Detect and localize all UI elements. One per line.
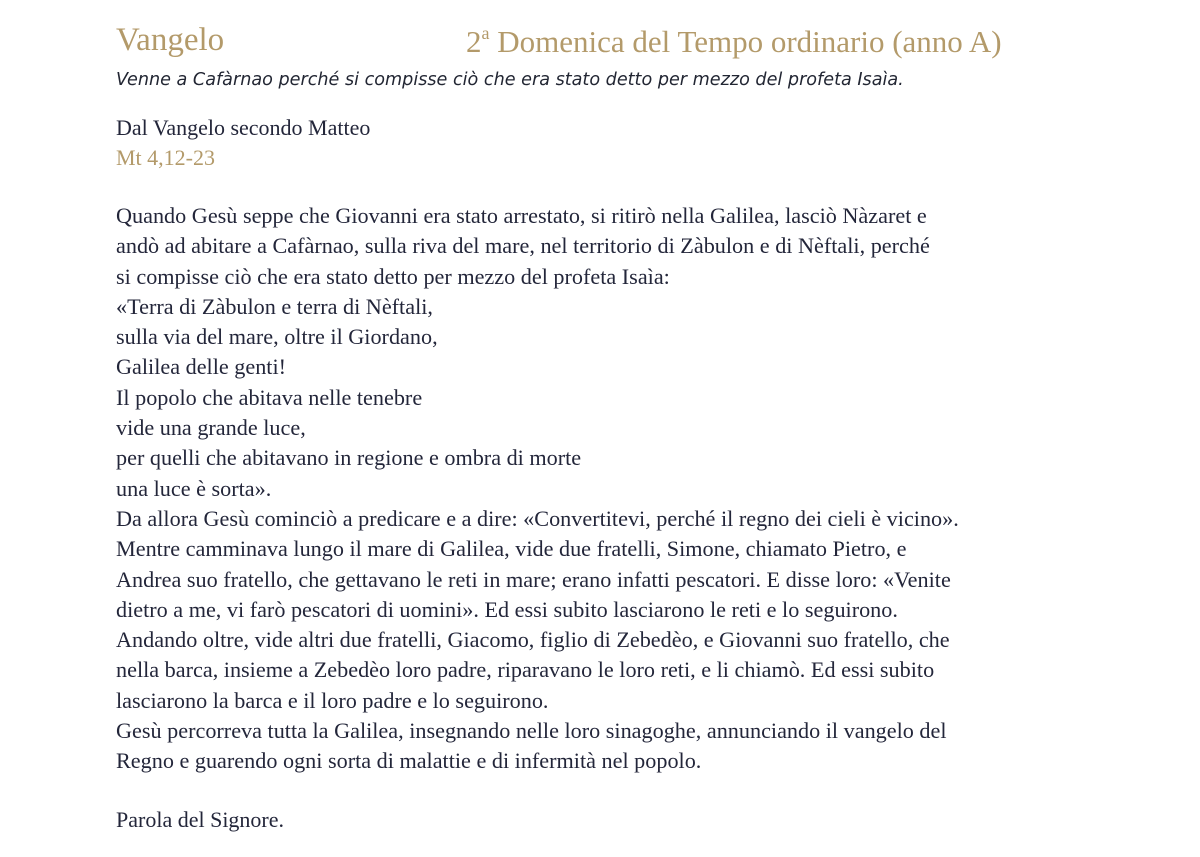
gospel-text-line: Galilea delle genti! <box>116 354 287 380</box>
gospel-text-line: «Terra di Zàbulon e terra di Nèftali, <box>116 293 433 319</box>
gospel-text-line: Gesù percorreva tutta la Galilea, insegnando nelle loro sinagoghe, annunciando il vangelo del <box>116 718 947 744</box>
gospel-text-line: vide una grande luce, <box>116 415 306 441</box>
gospel-text <box>116 201 959 777</box>
gospel-text-line: Da allora Gesù cominciò a predicare e a dire: «Convertitevi, perché il regno dei cieli è vicino». <box>116 505 959 531</box>
gospel-text-line: una luce è sorta». <box>116 475 272 501</box>
gospel-text-line: Mentre camminava lungo il mare di Galilea, vide due fratelli, Simone, chiamato Pietro, e <box>116 536 907 562</box>
gospel-text-line: nella barca, insieme a Zebedèo loro padre, riparavano le loro reti, e li chiamò. Ed essi subito <box>116 657 935 683</box>
gospel-text-line: sulla via del mare, oltre il Giordano, <box>116 324 438 350</box>
reading-summary: Venne a Cafàrnao perché si compisse ciò che era stato detto per mezzo del profeta Isaìa. <box>116 70 904 90</box>
gospel-text-line: Quando Gesù seppe che Giovanni era stato arrestato, si ritirò nella Galilea, lasciò Nàzaret e <box>116 203 927 228</box>
gospel-text-line: andò ad abitare a Cafàrnao, sulla riva del mare, nel territorio di Zàbulon e di Nèftali, perché <box>116 233 930 259</box>
page-title: Vangelo <box>116 22 225 58</box>
gospel-source: Dal Vangelo secondo Matteo <box>116 115 371 140</box>
gospel-text-line: Andrea suo fratello, che gettavano le reti in mare; erano infatti pescatori. E disse loro: «Venite <box>116 566 951 592</box>
sunday-ordinal-indicator: a <box>481 23 490 43</box>
gospel-text-line: per quelli che abitavano in regione e ombra di morte <box>116 445 582 471</box>
gospel-text-line: dietro a me, vi farò pescatori di uomini». Ed essi subito lasciarono le reti e lo seguirono. <box>116 596 898 622</box>
gospel-text-line: Andando oltre, vide altri due fratelli, Giacomo, figlio di Zebedèo, e Giovanni suo fratello, che <box>116 627 950 653</box>
gospel-text-line: si compisse ciò che era stato detto per mezzo del profeta Isaìa: <box>116 263 670 289</box>
sunday-number: 2 <box>466 24 482 59</box>
scripture-reference: Mt 4,12-23 <box>116 145 215 170</box>
sunday-text: Domenica del Tempo ordinario (anno A) <box>489 24 1002 59</box>
gospel-text-line: Regno e guarendo ogni sorta di malattie e di infermità nel popolo. <box>116 748 702 774</box>
closing-acclamation: Parola del Signore. <box>116 807 285 832</box>
gospel-text-line: lasciarono la barca e il loro padre e lo seguirono. <box>116 687 549 713</box>
liturgical-day-heading <box>466 23 1002 61</box>
gospel-text-line: Il popolo che abitava nelle tenebre <box>116 384 423 410</box>
